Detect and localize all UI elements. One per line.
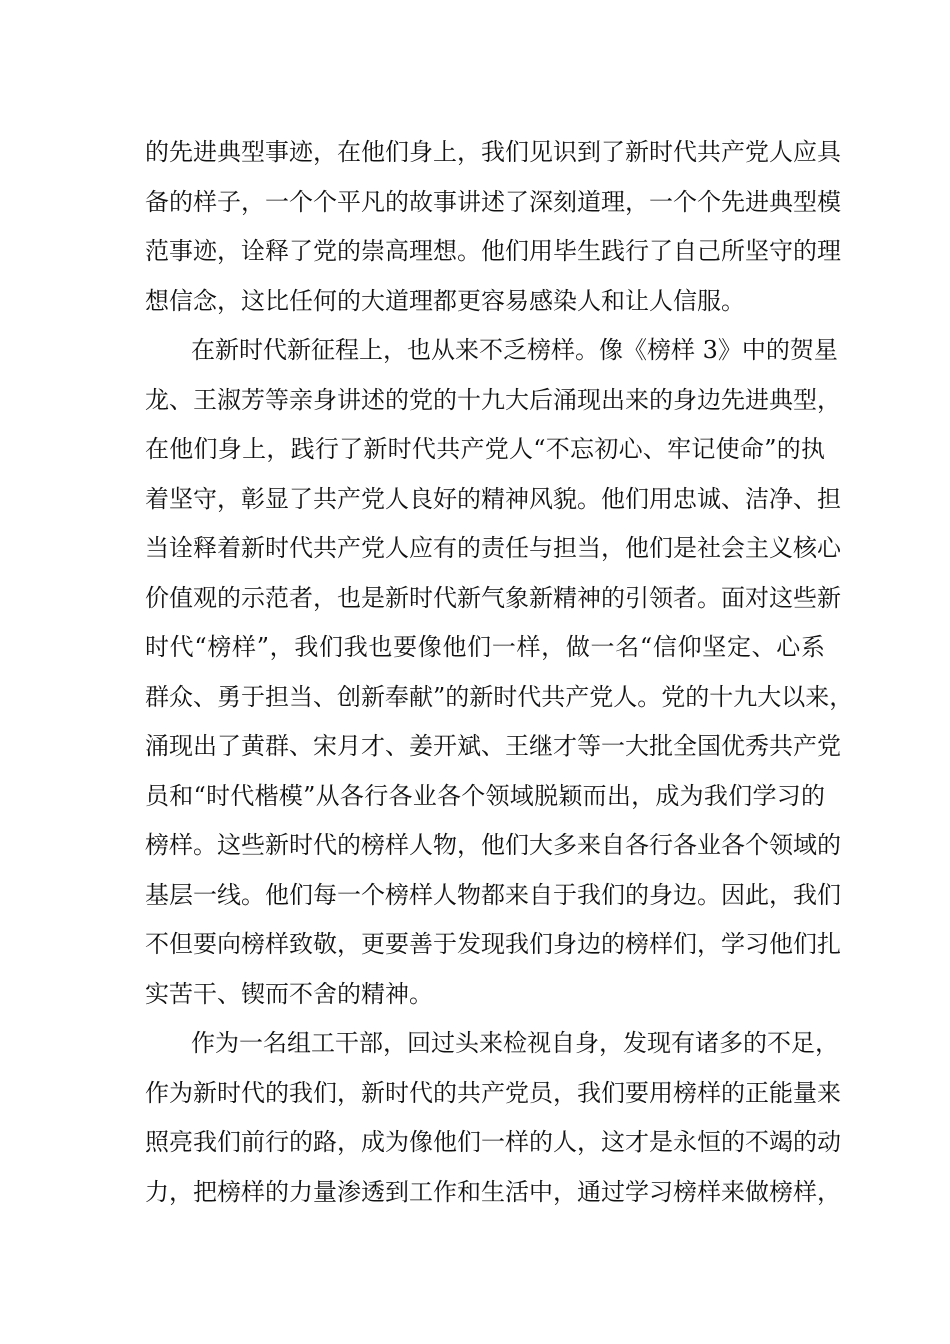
text-line: 想信念，这比任何的大道理都更容易感染人和让人信服。 <box>145 286 745 315</box>
text-line: 力，把榜样的力量渗透到工作和生活中，通过学习榜样来做榜样， <box>145 1177 841 1206</box>
text-line: 涌现出了黄群、宋月才、姜开斌、王继才等一大批全国优秀共产党 <box>145 732 841 760</box>
body-text <box>145 128 854 1217</box>
text-line: 实苦干、锲而不舍的精神。 <box>145 979 433 1008</box>
text-line: 备的样子，一个个平凡的故事讲述了深刻道理，一个个先进典型模 <box>145 187 841 216</box>
text-line: 的先进典型事迹，在他们身上，我们见识到了新时代共产党人应具 <box>145 138 841 166</box>
text-line: 着坚守，彰显了共产党人良好的精神风貌。他们用忠诚、洁净、担 <box>145 484 841 513</box>
text-line: 在他们身上，践行了新时代共产党人“不忘初心、牢记使命”的执 <box>145 435 825 463</box>
text-line: 时代“榜样”，我们我也要像他们一样，做一名“信仰坚定、心系 <box>145 633 825 661</box>
text-line: 当诠释着新时代共产党人应有的责任与担当，他们是社会主义核心 <box>145 534 841 562</box>
text-line: 在新时代新征程上，也从来不乏榜样。像《榜样 3》中的贺星 <box>191 336 838 364</box>
paragraph-3 <box>145 1019 841 1217</box>
text-line: 榜样。这些新时代的榜样人物，他们大多来自各行各业各个领域的 <box>145 831 841 859</box>
text-line: 作为一名组工干部，回过头来检视自身，发现有诸多的不足， <box>191 1029 839 1057</box>
text-line: 龙、王淑芳等亲身讲述的党的十九大后涌现出来的身边先进典型， <box>145 385 841 414</box>
text-line: 范事迹，诠释了党的崇高理想。他们用毕生践行了自己所坚守的理 <box>145 237 841 265</box>
text-line: 价值观的示范者，也是新时代新气象新精神的引领者。面对这些新 <box>145 583 841 612</box>
text-line: 员和“时代楷模”从各行各业各个领域脱颖而出，成为我们学习的 <box>145 781 825 810</box>
text-line: 不但要向榜样致敬，更要善于发现我们身边的榜样们，学习他们扎 <box>145 930 841 958</box>
text-line: 作为新时代的我们，新时代的共产党员，我们要用榜样的正能量来 <box>145 1078 841 1107</box>
paragraph-2 <box>145 326 854 1019</box>
paragraph-1 <box>145 128 841 326</box>
text-line: 照亮我们前行的路，成为像他们一样的人，这才是永恒的不竭的动 <box>145 1128 841 1156</box>
text-line: 群众、勇于担当、创新奉献”的新时代共产党人。党的十九大以来， <box>145 682 854 711</box>
text-line: 基层一线。他们每一个榜样人物都来自于我们的身边。因此，我们 <box>145 880 841 909</box>
